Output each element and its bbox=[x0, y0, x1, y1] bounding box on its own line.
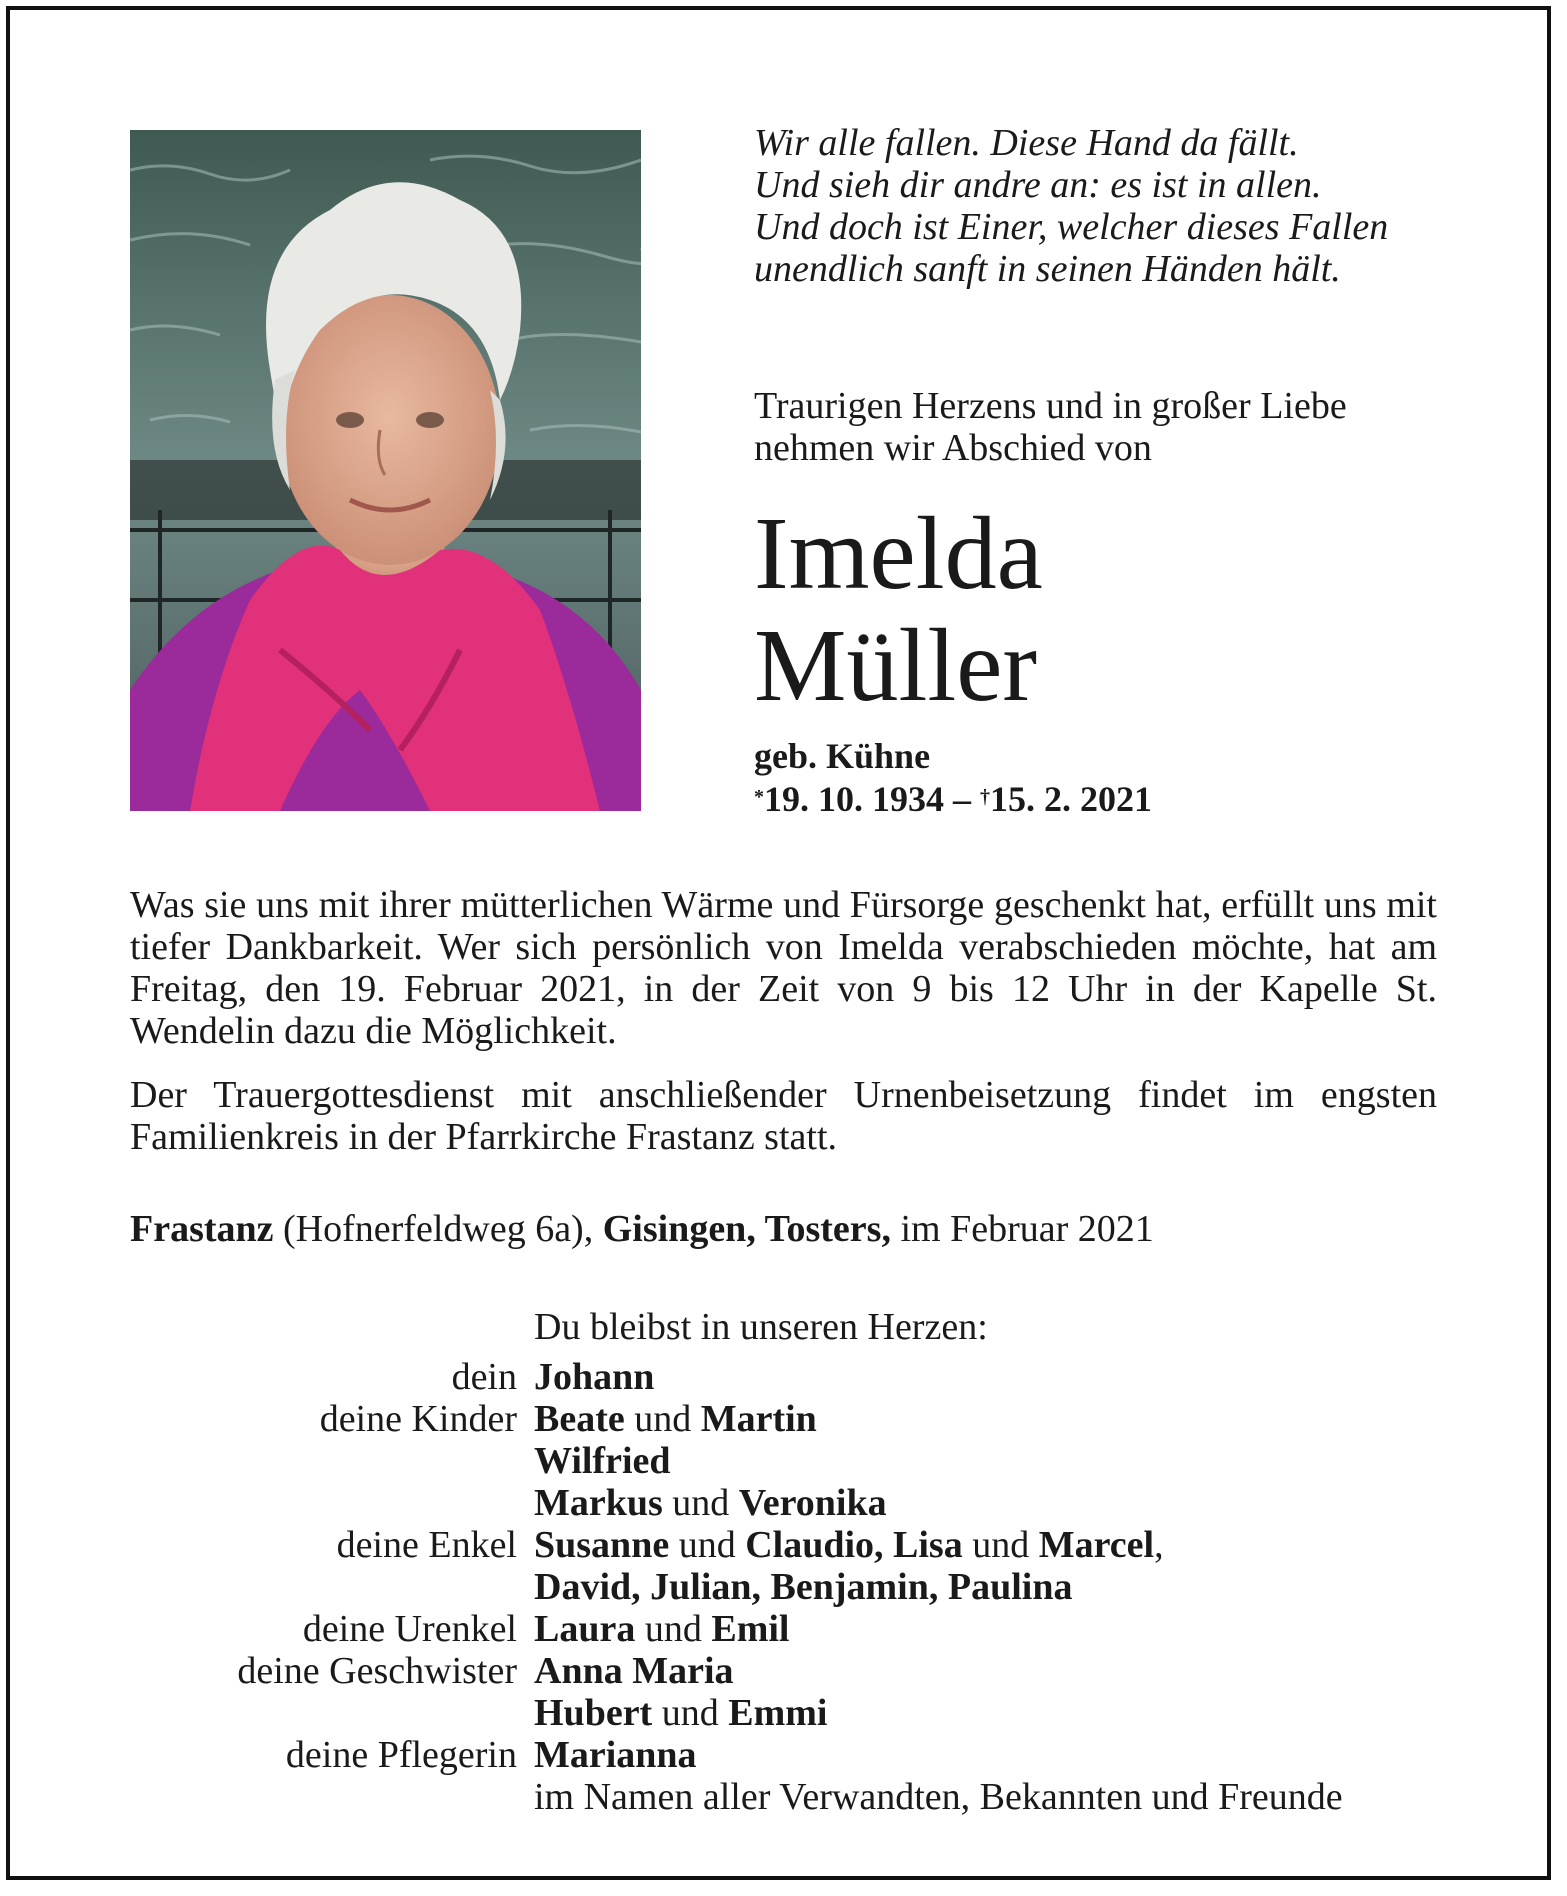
signer-row bbox=[130, 1440, 1470, 1482]
relation-label: deine Enkel bbox=[336, 1524, 517, 1566]
first-name: Imelda bbox=[754, 496, 1043, 611]
signer-name: Johann bbox=[534, 1356, 655, 1398]
signers-list bbox=[130, 1356, 1470, 1776]
signer-name: Emmi bbox=[728, 1692, 828, 1734]
poem-quote bbox=[754, 122, 1474, 290]
signer-names bbox=[534, 1356, 654, 1398]
relation-label: dein bbox=[451, 1356, 517, 1398]
signer-name: David, Julian, Benjamin, Paulina bbox=[534, 1566, 1073, 1608]
conjunction: und bbox=[624, 1398, 701, 1440]
intro-line: nehmen wir Abschied von bbox=[754, 427, 1152, 469]
date-dash: – bbox=[944, 779, 980, 819]
punctuation: , bbox=[1154, 1524, 1164, 1566]
signer-name: Marianna bbox=[534, 1734, 697, 1776]
conjunction: und bbox=[669, 1524, 746, 1566]
signer-names bbox=[534, 1734, 697, 1776]
signer-names bbox=[534, 1524, 1164, 1566]
signer-name: Anna Maria bbox=[534, 1650, 734, 1692]
signer-row bbox=[130, 1692, 1470, 1734]
conjunction: und bbox=[662, 1482, 739, 1524]
signer-names bbox=[534, 1650, 734, 1692]
signer-names bbox=[534, 1440, 671, 1482]
signer-name: Laura bbox=[534, 1608, 636, 1650]
last-name: Müller bbox=[754, 608, 1038, 723]
signer-names bbox=[534, 1482, 887, 1524]
paragraph-service: Der Trauergottesdienst mit anschließender Urnenbeisetzung findet im engsten Familienkreis in der Pfarrkirche Frastanz statt. bbox=[130, 1074, 1437, 1158]
quote-line: Und sieh dir andre an: es ist in allen. bbox=[754, 164, 1322, 206]
death-date: 15. 2. 2021 bbox=[990, 779, 1152, 819]
signer-row bbox=[130, 1398, 1470, 1440]
signer-row bbox=[130, 1482, 1470, 1524]
signer-names bbox=[534, 1608, 789, 1650]
place-and-date bbox=[130, 1208, 1154, 1250]
birth-date: 19. 10. 1934 bbox=[764, 779, 944, 819]
signer-name: Hubert bbox=[534, 1692, 653, 1734]
place-date: im Februar 2021 bbox=[890, 1208, 1154, 1250]
relation-label bbox=[130, 1692, 534, 1734]
signer-name: Claudio, Lisa bbox=[745, 1524, 963, 1566]
closing-line: Du bleibst in unseren Herzen: bbox=[534, 1306, 988, 1348]
deceased-name bbox=[754, 498, 1474, 722]
conjunction: und bbox=[652, 1692, 729, 1734]
life-dates bbox=[754, 778, 1152, 820]
paragraph-visitation: Was sie uns mit ihrer mütterlichen Wärme und Fürsorge geschenkt hat, erfüllt uns mit tiefer Dankbarkeit. Wer sich persönlich von Imelda verabschieden möchte, hat am Freitag, den 19. Februar 2021, in der Zeit von 9 bis 12 Uhr in der Kapelle St. Wendelin dazu die Möglichkeit. bbox=[130, 884, 1437, 1052]
footer-line: im Namen aller Verwandten, Bekannten und Freunde bbox=[534, 1776, 1343, 1818]
birth-mark: * bbox=[754, 786, 764, 808]
signer-name: Marcel bbox=[1038, 1524, 1155, 1566]
signer-names bbox=[534, 1398, 817, 1440]
relation-label: deine Kinder bbox=[319, 1398, 517, 1440]
place-town: Frastanz bbox=[130, 1208, 274, 1250]
signer-name: Emil bbox=[711, 1608, 790, 1650]
signer-name: Martin bbox=[700, 1398, 817, 1440]
signer-name: Beate bbox=[534, 1398, 625, 1440]
signer-row bbox=[130, 1566, 1470, 1608]
portrait-photo bbox=[130, 130, 641, 811]
portrait-illustration bbox=[130, 130, 641, 811]
signer-row bbox=[130, 1734, 1470, 1776]
signer-names bbox=[534, 1566, 1072, 1608]
relation-label bbox=[130, 1440, 534, 1482]
signer-row bbox=[130, 1524, 1470, 1566]
intro-line: Traurigen Herzens und in großer Liebe bbox=[754, 385, 1347, 427]
signer-row bbox=[130, 1650, 1470, 1692]
maiden-name: geb. Kühne bbox=[754, 736, 931, 776]
signer-row bbox=[130, 1356, 1470, 1398]
farewell-intro bbox=[754, 385, 1474, 469]
conjunction: und bbox=[635, 1608, 712, 1650]
death-mark: † bbox=[980, 786, 990, 808]
relation-label: deine Pflegerin bbox=[285, 1734, 517, 1776]
place-address: (Hofnerfeldweg 6a), bbox=[273, 1208, 603, 1250]
signer-name: Wilfried bbox=[534, 1440, 671, 1482]
signer-name: Susanne bbox=[534, 1524, 670, 1566]
relation-label: deine Geschwister bbox=[237, 1650, 517, 1692]
quote-line: Wir alle fallen. Diese Hand da fällt. bbox=[754, 122, 1299, 164]
relation-label: deine Urenkel bbox=[302, 1608, 517, 1650]
relation-label bbox=[130, 1566, 534, 1608]
conjunction: und bbox=[962, 1524, 1039, 1566]
signer-names bbox=[534, 1692, 827, 1734]
relation-label bbox=[130, 1482, 534, 1524]
signer-name: Veronika bbox=[738, 1482, 887, 1524]
place-towns: Gisingen, Tosters, bbox=[602, 1208, 891, 1250]
signer-name: Markus bbox=[534, 1482, 663, 1524]
quote-line: Und doch ist Einer, welcher dieses Fallen bbox=[754, 206, 1389, 248]
signer-row bbox=[130, 1608, 1470, 1650]
quote-line: unendlich sanft in seinen Händen hält. bbox=[754, 248, 1341, 290]
